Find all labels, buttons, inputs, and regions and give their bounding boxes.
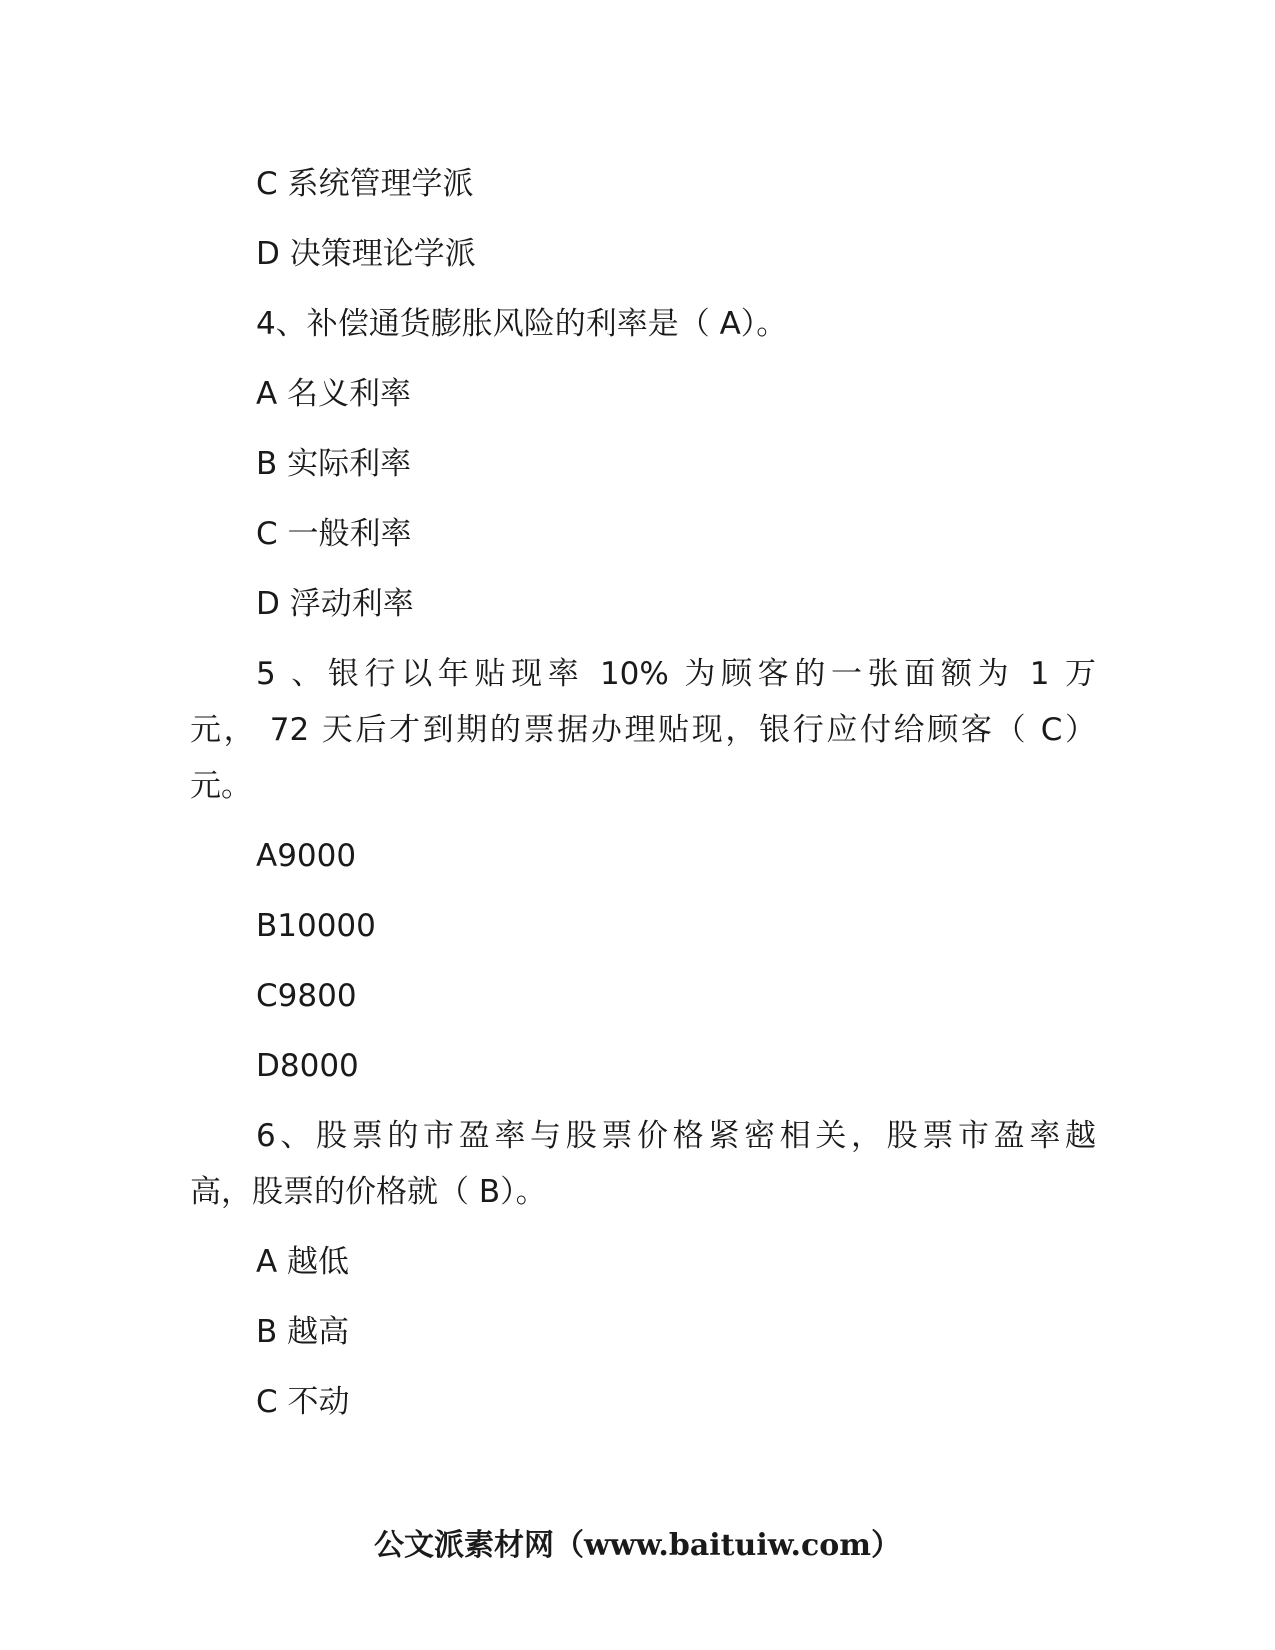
q5-option-d: D8000 [256,1048,359,1084]
question-6-line-1: 6、股票的市盈率与股票价格紧密相关，股票市盈率越 [256,1118,1096,1154]
question-5-line-1: 5 、银行以年贴现率 10% 为顾客的一张面额为 1 万 [256,656,1096,692]
question-4: 4、补偿通货膨胀风险的利率是（ A）。 [256,306,788,342]
q4-option-d: D 浮动利率 [256,586,414,622]
q5-option-a: A9000 [256,838,357,874]
question-5-line-2: 元， 72 天后才到期的票据办理贴现，银行应付给顾客（ C） [190,712,1096,748]
q4-option-c: C 一般利率 [256,516,412,552]
q3-option-c: C 系统管理学派 [256,166,474,202]
q5-option-c: C9800 [256,978,357,1014]
question-6-line-2: 高，股票的价格就（ B）。 [190,1174,547,1210]
q6-option-c: C 不动 [256,1384,350,1420]
q3-option-d: D 决策理论学派 [256,236,476,272]
q5-option-b: B10000 [256,908,376,944]
q6-option-a: A 越低 [256,1244,350,1280]
footer-watermark: 公文派素材网（www.baituiw.com） [373,1528,902,1563]
question-5-line-3: 元。 [190,768,252,804]
q4-option-b: B 实际利率 [256,446,412,482]
q6-option-b: B 越高 [256,1314,350,1350]
q4-option-a: A 名义利率 [256,376,412,412]
